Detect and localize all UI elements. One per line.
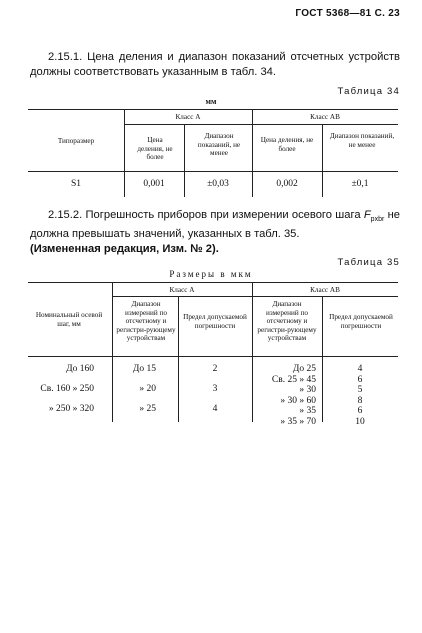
table-34-caption: Таблица 34 (337, 86, 400, 97)
table-35-class-a: Класс А (169, 286, 195, 294)
table-35-vline-3 (252, 282, 253, 422)
table-35-ab-range-row-1: До 25 (292, 364, 316, 374)
table-35-ab-limit-row-3: 5 (357, 385, 363, 395)
table-34-a-division-header: Цена деления, не более (137, 136, 173, 162)
table-34-ab-division-cell: 0,002 (276, 179, 298, 189)
table-35-ab-range-row-2: Св. 25 » 45 (271, 374, 316, 385)
table-35-ab-range-row-4: » 30 » 60 (280, 395, 316, 406)
table-34-header-rule (28, 171, 398, 172)
table-34-ab-range-cell: ±0,1 (351, 179, 369, 189)
table-34-ab-range-header: Диапазон показаний, не менее (329, 132, 395, 149)
table-35-pitch-row-3: » 250 » 320 (48, 404, 94, 414)
table-34-class-rule (124, 124, 398, 125)
table-35-ab-range-row-5: » 35 (299, 406, 316, 416)
table-35-a-range-row-3: » 25 (139, 404, 156, 414)
table-35-top-rule (28, 282, 398, 283)
paragraph-2-15-2 (30, 208, 400, 257)
table-35-pitch-header: Номинальный осевой шаг, мм (35, 311, 103, 328)
table-35-ab-range-row-3: » 30 (299, 385, 316, 395)
page-header: ГОСТ 5368—81 С. 23 (295, 8, 400, 19)
table-35-ab-range-row-6: » 35 » 70 (280, 416, 316, 427)
table-34-size-header: Типоразмер (57, 137, 95, 145)
table-35-ab-limit-row-2: 6 (357, 374, 363, 385)
table-35-a-range-header: Диапазон измерений по отсчетному и регистри-рующему устройствам (116, 300, 176, 343)
table-34-a-range-cell: ±0,03 (207, 179, 229, 189)
table-35-a-range-row-1: До 15 (132, 364, 156, 374)
table-35-ab-limit-row-4: 8 (357, 395, 363, 406)
table-34-class-a: Класс А (175, 113, 201, 121)
table-35-vline-1 (112, 282, 113, 422)
table-35-a-limit-header: Предел допускаемой погрешности (183, 313, 247, 330)
table-35-class-ab: Класс АВ (310, 286, 340, 294)
table-35-caption: Таблица 35 (337, 257, 400, 268)
table-35-pitch-row-2: Св. 160 » 250 (40, 384, 94, 394)
table-35-ab-limit-row-6: 10 (355, 416, 365, 427)
pitch-error-symbol: F (363, 209, 371, 221)
table-34-unit: мм (205, 97, 217, 106)
paragraph-2-15-2-start: 2.15.2. Погрешность приборов при измерении осевого шага (48, 209, 364, 221)
table-35-unit: Размеры в мкм (169, 269, 253, 279)
amendment-note: (Измененная редакция, Изм. № 2). (30, 243, 219, 256)
table-35-a-limit-row-2: 3 (212, 384, 218, 394)
table-34-top-rule (28, 109, 398, 110)
table-35-ab-limit-header: Предел допускаемой погрешности (329, 313, 393, 330)
paragraph-2-15-2-rest: не должна превышать значений, указанных в табл. 35. (30, 209, 400, 241)
table-35-a-limit-row-3: 4 (212, 404, 218, 414)
table-34-a-range-header: Диапазон показаний, не менее (197, 132, 241, 158)
table-35-a-limit-row-1: 2 (212, 364, 218, 374)
table-35-ab-limit-row-1: 4 (357, 364, 363, 374)
table-35-ab-limit-row-5: 6 (357, 406, 363, 416)
table-34-a-division-cell: 0,001 (143, 179, 165, 189)
table-34-class-ab: Класс АВ (310, 113, 340, 121)
pitch-error-subscript: pxbr (370, 216, 385, 224)
table-35-class-rule (112, 296, 398, 297)
table-34-size-cell: S1 (70, 179, 82, 189)
table-35-header-rule (28, 356, 398, 357)
table-35-ab-range-header: Диапазон измерений по отсчетному и регистри-рующему устройствам (257, 300, 317, 343)
table-35-pitch-row-1: До 160 (66, 364, 94, 374)
table-35-a-range-row-2: » 20 (139, 384, 156, 394)
table-34-ab-division-header: Цена деления, не более (260, 136, 314, 153)
paragraph-2-15-1: 2.15.1. Цена деления и диапазон показаний отсчетных устройств должны соответствовать указанным в табл. 34. (30, 51, 400, 78)
